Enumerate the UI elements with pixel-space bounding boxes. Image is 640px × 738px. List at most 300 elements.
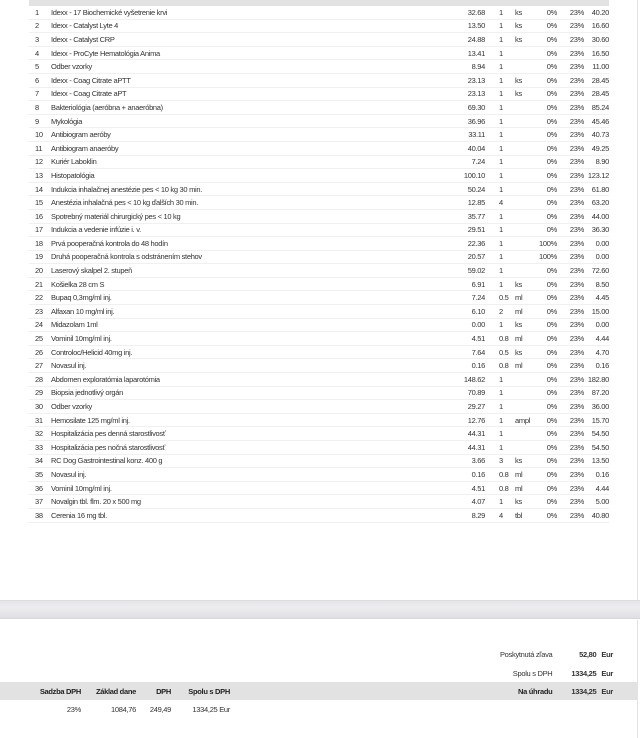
amount-due-label: Na úhradu	[518, 686, 553, 696]
item-total: 5.00	[595, 497, 609, 507]
item-number: 30	[35, 402, 43, 412]
item-unit: ks	[515, 21, 522, 31]
item-quantity: 1	[499, 497, 503, 507]
item-unit-price: 13.50	[467, 21, 485, 31]
item-total: 15.70	[591, 415, 609, 425]
item-total: 72.60	[591, 266, 609, 276]
vat-breakdown-table	[29, 682, 230, 718]
item-total: 28.45	[591, 75, 609, 85]
item-total: 15.00	[591, 306, 609, 316]
item-discount: 100%	[539, 238, 557, 248]
table-row	[29, 74, 609, 88]
item-total: 8.50	[595, 279, 609, 289]
item-quantity: 1	[499, 429, 503, 439]
item-unit-price: 44.31	[467, 429, 485, 439]
total-with-vat-row	[389, 664, 619, 682]
item-total: 45.46	[591, 116, 609, 126]
item-total: 16.60	[591, 21, 609, 31]
table-row	[29, 196, 609, 210]
item-unit-price: 70.89	[467, 388, 485, 398]
item-name: Antibiogram anaeróby	[51, 143, 119, 153]
item-number: 23	[35, 306, 43, 316]
table-row	[29, 387, 609, 401]
item-vat-rate: 23%	[569, 252, 584, 262]
item-total: 54.50	[591, 442, 609, 452]
item-unit-price: 20.57	[467, 252, 485, 262]
item-quantity: 0.5	[499, 293, 509, 303]
item-discount: 0%	[546, 361, 557, 371]
item-vat-rate: 23%	[569, 374, 584, 384]
item-number: 1	[35, 7, 39, 17]
item-name: Mykológia	[51, 116, 83, 126]
item-name: Spotrebný materiál chirurgický pes < 10 kg	[51, 211, 181, 221]
item-number: 21	[35, 279, 43, 289]
item-number: 28	[35, 374, 43, 384]
item-total: 30.60	[591, 34, 609, 44]
item-unit-price: 23.13	[467, 75, 485, 85]
item-total: 4.44	[595, 334, 609, 344]
table-row	[29, 183, 609, 197]
item-name: Idexx - Catalyst CRP	[51, 34, 115, 44]
item-total: 123.12	[587, 170, 609, 180]
item-discount: 0%	[546, 306, 557, 316]
table-row	[29, 142, 609, 156]
discount-currency: Eur	[601, 649, 613, 659]
item-total: 8.90	[595, 157, 609, 167]
item-total: 40.20	[591, 7, 609, 17]
item-unit-price: 6.91	[471, 279, 485, 289]
item-name: Idexx - ProCyte Hematológia Anima	[51, 48, 160, 58]
item-name: Novalgin tbl. flm. 20 x 500 mg	[51, 497, 141, 507]
item-unit-price: 50.24	[467, 184, 485, 194]
item-name: Idexx - Coag Citrate aPT	[51, 89, 127, 99]
item-discount: 0%	[546, 402, 557, 412]
item-name: Vominil 10mg/ml inj.	[51, 483, 112, 493]
item-discount: 0%	[546, 347, 557, 357]
item-total: 16.50	[591, 48, 609, 58]
item-unit: ks	[515, 34, 522, 44]
item-quantity: 1	[499, 7, 503, 17]
item-unit-price: 36.96	[467, 116, 485, 126]
item-total: 4.44	[595, 483, 609, 493]
item-total: 4.70	[595, 347, 609, 357]
item-unit: ampl	[515, 415, 531, 425]
item-quantity: 2	[499, 306, 503, 316]
table-row	[29, 495, 609, 509]
item-name: Antibiogram aeróby	[51, 130, 111, 140]
total-with-vat-value: 1334,25	[571, 668, 597, 678]
item-total: 36.00	[591, 402, 609, 412]
table-row	[29, 33, 609, 47]
item-number: 27	[35, 361, 43, 371]
item-name: Anestézia inhalačná pes < 10 kg ďalších 30 min.	[51, 198, 199, 208]
item-total: 28.45	[591, 89, 609, 99]
table-row	[29, 291, 609, 305]
item-unit: ml	[515, 306, 523, 316]
vat-header-vat: DPH	[156, 686, 171, 696]
item-unit-price: 13.41	[467, 48, 485, 58]
table-row	[29, 169, 609, 183]
item-vat-rate: 23%	[569, 293, 584, 303]
table-row	[29, 373, 609, 387]
item-name: Laserový skalpel 2. stupeň	[51, 266, 133, 276]
item-vat-rate: 23%	[569, 184, 584, 194]
item-unit-price: 148.62	[463, 374, 485, 384]
item-vat-rate: 23%	[569, 21, 584, 31]
item-unit-price: 32.68	[467, 7, 485, 17]
discount-value: 52,80	[579, 649, 597, 659]
item-unit-price: 59.02	[467, 266, 485, 276]
item-quantity: 1	[499, 320, 503, 330]
item-number: 9	[35, 116, 39, 126]
item-unit: ml	[515, 293, 523, 303]
item-discount: 0%	[546, 157, 557, 167]
item-name: Abdomen exploratómia laparotómia	[51, 374, 160, 384]
item-name: Midazolam 1ml	[51, 320, 98, 330]
item-number: 12	[35, 157, 43, 167]
item-quantity: 1	[499, 388, 503, 398]
item-quantity: 0.5	[499, 347, 509, 357]
item-discount: 0%	[546, 483, 557, 493]
item-total: 49.25	[591, 143, 609, 153]
item-quantity: 0.8	[499, 469, 509, 479]
item-number: 19	[35, 252, 43, 262]
table-row	[29, 101, 609, 115]
table-row	[29, 346, 609, 360]
item-total: 0.16	[595, 469, 609, 479]
table-row	[29, 427, 609, 441]
item-vat-rate: 23%	[569, 102, 584, 112]
item-number: 29	[35, 388, 43, 398]
item-unit-price: 33.11	[468, 130, 485, 140]
item-unit: ks	[515, 456, 522, 466]
item-number: 36	[35, 483, 43, 493]
item-vat-rate: 23%	[569, 388, 584, 398]
item-number: 4	[35, 48, 39, 58]
item-total: 182.80	[587, 374, 609, 384]
item-vat-rate: 23%	[569, 34, 584, 44]
item-quantity: 0.8	[499, 334, 509, 344]
item-vat-rate: 23%	[569, 510, 584, 520]
section-separator	[0, 600, 640, 619]
item-vat-rate: 23%	[569, 116, 584, 126]
item-number: 3	[35, 34, 39, 44]
item-unit: tbl	[515, 510, 523, 520]
item-vat-rate: 23%	[569, 225, 584, 235]
table-row	[29, 278, 609, 292]
item-unit: ks	[515, 320, 522, 330]
table-row	[29, 237, 609, 251]
item-total: 44.00	[591, 211, 609, 221]
item-discount: 0%	[546, 293, 557, 303]
item-number: 10	[35, 130, 43, 140]
item-name: Histopatológia	[51, 170, 95, 180]
item-quantity: 1	[499, 170, 503, 180]
item-vat-rate: 23%	[569, 198, 584, 208]
item-name: Kuriér Laboklin	[51, 157, 97, 167]
item-vat-rate: 23%	[569, 238, 584, 248]
item-quantity: 0.8	[499, 483, 509, 493]
item-number: 5	[35, 62, 39, 72]
item-name: Prvá pooperačná kontrola do 48 hodín	[51, 238, 168, 248]
item-quantity: 0.8	[499, 361, 509, 371]
item-vat-rate: 23%	[569, 48, 584, 58]
vat-header-rate: Sadzba DPH	[39, 686, 81, 696]
item-name: Cerenia 16 mg tbl.	[51, 510, 107, 520]
table-row	[29, 359, 609, 373]
item-number: 16	[35, 211, 43, 221]
item-unit: ks	[515, 497, 522, 507]
item-discount: 0%	[546, 334, 557, 344]
item-number: 38	[35, 510, 43, 520]
item-discount: 0%	[546, 320, 557, 330]
item-quantity: 1	[499, 62, 503, 72]
item-quantity: 1	[499, 415, 503, 425]
item-unit-price: 12.76	[467, 415, 485, 425]
item-discount: 100%	[539, 252, 557, 262]
item-discount: 0%	[546, 510, 557, 520]
item-unit-price: 23.13	[467, 89, 485, 99]
vat-amount: 249,49	[149, 704, 171, 714]
item-quantity: 1	[499, 442, 503, 452]
item-discount: 0%	[546, 75, 557, 85]
item-quantity: 1	[499, 266, 503, 276]
item-discount: 0%	[546, 266, 557, 276]
table-row	[29, 332, 609, 346]
item-number: 35	[35, 469, 43, 479]
vat-header-base: Základ dane	[95, 686, 136, 696]
item-total: 87.20	[591, 388, 609, 398]
item-unit-price: 3.66	[471, 456, 485, 466]
item-unit-price: 7.64	[471, 347, 485, 357]
item-vat-rate: 23%	[569, 170, 584, 180]
item-total: 4.45	[595, 293, 609, 303]
item-vat-rate: 23%	[569, 266, 584, 276]
item-total: 40.80	[591, 510, 609, 520]
total-with-vat-label: Spolu s DPH	[512, 668, 553, 678]
item-vat-rate: 23%	[569, 89, 584, 99]
item-quantity: 1	[499, 402, 503, 412]
table-row	[29, 115, 609, 129]
item-quantity: 1	[499, 89, 503, 99]
item-total: 0.00	[595, 238, 609, 248]
item-quantity: 1	[499, 279, 503, 289]
item-name: Alfaxan 10 mg/ml inj.	[51, 306, 115, 316]
item-quantity: 4	[499, 510, 503, 520]
item-number: 18	[35, 238, 43, 248]
item-name: Košielka 28 cm S	[51, 279, 105, 289]
item-discount: 0%	[546, 469, 557, 479]
table-row	[29, 210, 609, 224]
item-unit-price: 7.24	[471, 293, 485, 303]
item-unit-price: 0.16	[471, 469, 485, 479]
discount-row	[389, 645, 619, 663]
item-vat-rate: 23%	[569, 429, 584, 439]
item-total: 11.00	[592, 62, 609, 72]
item-unit-price: 40.04	[467, 143, 485, 153]
item-unit-price: 4.51	[471, 483, 485, 493]
vat-rate: 23%	[66, 704, 81, 714]
item-number: 22	[35, 293, 43, 303]
item-number: 24	[35, 320, 43, 330]
table-row	[29, 400, 609, 414]
item-discount: 0%	[546, 170, 557, 180]
item-vat-rate: 23%	[569, 442, 584, 452]
table-row	[29, 441, 609, 455]
item-unit: ml	[515, 334, 523, 344]
item-unit-price: 44.31	[467, 442, 485, 452]
item-unit-price: 29.27	[467, 402, 485, 412]
item-name: Idexx - Catalyst Lyte 4	[51, 21, 119, 31]
vat-base: 1084,76	[110, 704, 136, 714]
table-row	[29, 319, 609, 333]
item-discount: 0%	[546, 89, 557, 99]
item-vat-rate: 23%	[569, 347, 584, 357]
item-vat-rate: 23%	[569, 75, 584, 85]
item-unit-price: 35.77	[467, 211, 485, 221]
item-quantity: 1	[499, 21, 503, 31]
item-unit: ml	[515, 469, 523, 479]
item-unit: ks	[515, 75, 522, 85]
item-number: 13	[35, 170, 43, 180]
item-quantity: 1	[499, 116, 503, 126]
item-total: 0.16	[595, 361, 609, 371]
item-discount: 0%	[546, 388, 557, 398]
item-discount: 0%	[546, 102, 557, 112]
item-total: 13.50	[591, 456, 609, 466]
item-discount: 0%	[546, 225, 557, 235]
item-unit-price: 4.07	[471, 497, 485, 507]
item-unit: ks	[515, 279, 522, 289]
item-vat-rate: 23%	[569, 143, 584, 153]
item-number: 33	[35, 442, 43, 452]
item-number: 14	[35, 184, 43, 194]
total-with-vat-currency: Eur	[601, 668, 613, 678]
item-unit-price: 69.30	[467, 102, 485, 112]
item-name: Biopsia jednotlivý orgán	[51, 388, 124, 398]
amount-due-currency: Eur	[601, 686, 613, 696]
table-row	[29, 305, 609, 319]
item-total: 0.00	[595, 320, 609, 330]
table-row	[29, 509, 609, 523]
item-vat-rate: 23%	[569, 469, 584, 479]
item-discount: 0%	[546, 48, 557, 58]
item-quantity: 1	[499, 75, 503, 85]
item-number: 7	[35, 89, 39, 99]
item-quantity: 4	[499, 198, 503, 208]
item-total: 61.80	[591, 184, 609, 194]
item-name: Odber vzorky	[51, 62, 92, 72]
item-discount: 0%	[546, 130, 557, 140]
item-quantity: 1	[499, 48, 503, 58]
item-discount: 0%	[546, 62, 557, 72]
item-number: 25	[35, 334, 43, 344]
item-vat-rate: 23%	[569, 334, 584, 344]
item-name: Idexx - Coag Citrate aPTT	[51, 75, 131, 85]
item-discount: 0%	[546, 211, 557, 221]
item-name: Novasul inj.	[51, 361, 87, 371]
item-name: Bakteriológia (aeróbna + anaeróbna)	[51, 102, 163, 112]
item-discount: 0%	[546, 198, 557, 208]
vat-total: 1334,25 Eur	[192, 704, 230, 714]
item-quantity: 1	[499, 252, 503, 262]
table-row	[29, 264, 609, 278]
item-quantity: 1	[499, 157, 503, 167]
item-total: 0.00	[595, 252, 609, 262]
table-row	[29, 414, 609, 428]
amount-due-value: 1334,25	[571, 686, 597, 696]
invoice-summary-card	[0, 620, 638, 738]
item-name: Hemosilate 125 mg/ml inj.	[51, 415, 130, 425]
item-number: 6	[35, 75, 39, 85]
table-row	[29, 156, 609, 170]
item-number: 20	[35, 266, 43, 276]
item-vat-rate: 23%	[569, 7, 584, 17]
item-number: 15	[35, 198, 43, 208]
item-total: 40.73	[591, 130, 609, 140]
item-unit-price: 0.00	[471, 320, 485, 330]
item-quantity: 1	[499, 130, 503, 140]
item-unit-price: 22.36	[467, 238, 485, 248]
item-vat-rate: 23%	[569, 483, 584, 493]
item-discount: 0%	[546, 415, 557, 425]
table-row	[29, 60, 609, 74]
item-vat-rate: 23%	[569, 456, 584, 466]
item-quantity: 1	[499, 143, 503, 153]
item-total: 85.24	[591, 102, 609, 112]
item-number: 11	[35, 143, 43, 153]
item-number: 17	[35, 225, 43, 235]
table-row	[29, 224, 609, 238]
table-row	[29, 455, 609, 469]
item-discount: 0%	[546, 279, 557, 289]
item-discount: 0%	[546, 7, 557, 17]
vat-header-total: Spolu s DPH	[188, 686, 230, 696]
table-row	[29, 6, 609, 20]
item-quantity: 1	[499, 184, 503, 194]
item-name: Hospitalizácia pes denná starostlivosť	[51, 429, 166, 439]
item-discount: 0%	[546, 143, 557, 153]
item-vat-rate: 23%	[569, 211, 584, 221]
item-total: 36.30	[591, 225, 609, 235]
item-quantity: 1	[499, 211, 503, 221]
item-name: RC Dog Gastrointestinal konz. 400 g	[51, 456, 163, 466]
vat-table-header	[29, 682, 230, 700]
table-row	[29, 468, 609, 482]
item-unit-price: 12.85	[467, 198, 485, 208]
item-vat-rate: 23%	[569, 279, 584, 289]
item-discount: 0%	[546, 21, 557, 31]
table-row	[29, 47, 609, 61]
item-name: Bupaq 0,3mg/ml inj.	[51, 293, 112, 303]
item-unit: ks	[515, 89, 522, 99]
item-unit-price: 100.10	[463, 170, 485, 180]
item-vat-rate: 23%	[569, 402, 584, 412]
item-name: Indukcia a vedenie infúzie i. v.	[51, 225, 141, 235]
item-discount: 0%	[546, 184, 557, 194]
item-unit-price: 6.10	[471, 306, 485, 316]
item-total: 54.50	[591, 429, 609, 439]
item-quantity: 1	[499, 374, 503, 384]
item-number: 8	[35, 102, 39, 112]
item-quantity: 1	[499, 225, 503, 235]
item-total: 63.20	[591, 198, 609, 208]
item-number: 37	[35, 497, 43, 507]
item-name: Hospitalizácia pes nočná starostlivosť	[51, 442, 165, 452]
item-unit-price: 29.51	[467, 225, 485, 235]
item-discount: 0%	[546, 442, 557, 452]
item-name: Idexx - 17 Biochemické vyšetrenie krvi	[51, 7, 168, 17]
